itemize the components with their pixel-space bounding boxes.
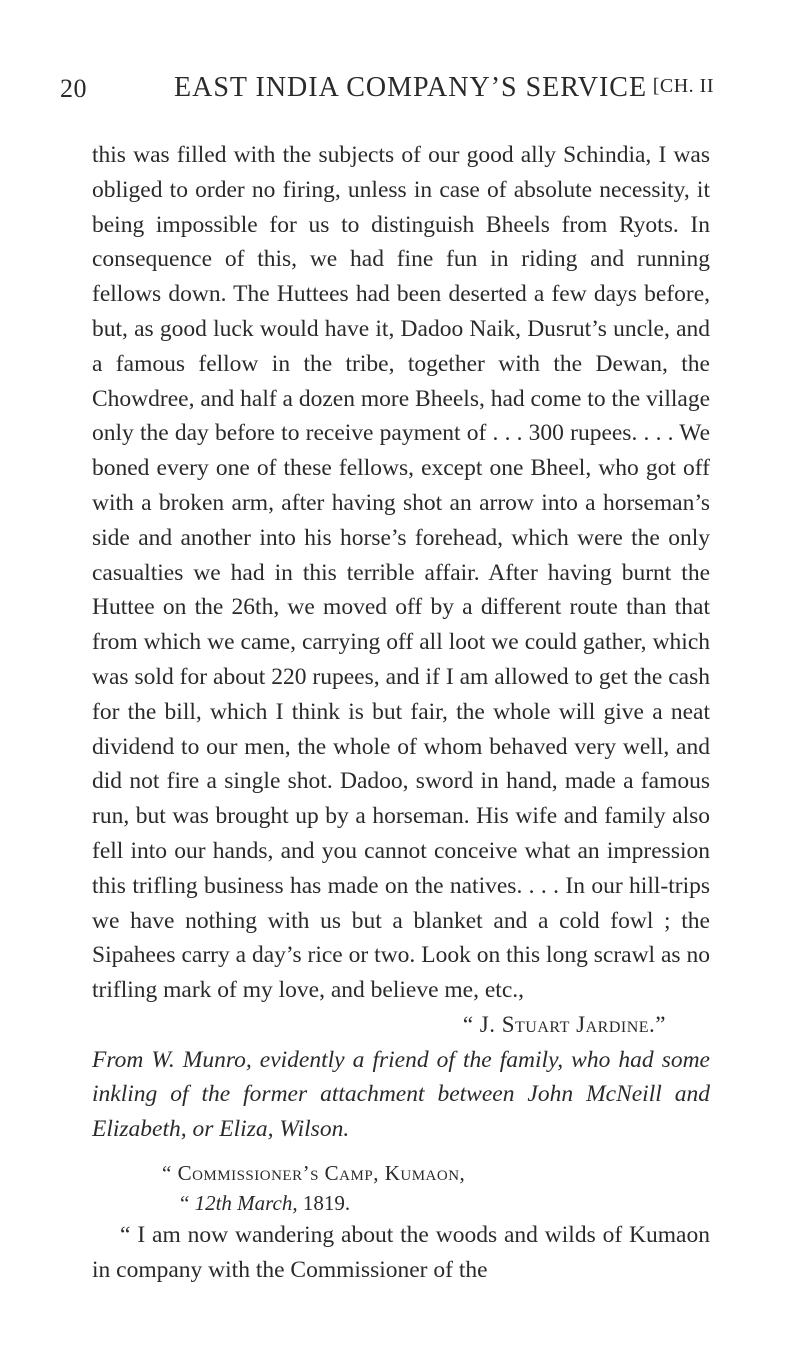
page-number: 20 (60, 74, 87, 103)
date-prefix: “ (180, 1191, 195, 1216)
date-day: 12th (194, 1191, 232, 1216)
letter-introduction: From W. Munro, evidently a friend of the family, who had some inkling of the former attachment between John McNeill and Elizabeth, or Eliza, Wilson. (92, 1046, 710, 1142)
body-text (92, 138, 710, 1288)
address-line: “ Commissioner’s Camp, Kumaon, (162, 1161, 466, 1186)
date-month: March, (231, 1191, 298, 1216)
letter-signature: “ J. Stuart Jardine.” (462, 1011, 666, 1037)
address-date (162, 1188, 710, 1218)
running-head (60, 60, 714, 104)
book-page (60, 60, 714, 1288)
chapter-label: [CH. II (652, 75, 714, 97)
next-letter-paragraph: “ I am now wandering about the woods and wilds of Kumaon in company with the Commissioner of the (92, 1222, 710, 1284)
letter-address (92, 1158, 710, 1218)
date-year: 1819. (297, 1191, 351, 1216)
letter-paragraph: this was filled with the subjects of our good ally Schindia, I was obliged to order no firing, unless in case of absolute necessity, it being impossible for us to distinguish Bheels from Ryots. In consequence of this, we had fine fun in riding and running fellows down. The Huttees had been deserted a few days before, but, as good luck would have it, Dadoo Naik, Dusrut’s uncle, and a famous fellow in the tribe, together with the Dewan, the Chowdree, and half a dozen more Bheels, had come to the village only the day before to receive payment of . . . 300 rupees. . . . We boned every one of these fellows, except one Bheel, who got off with a broken arm, after having shot an arrow into a horseman’s side and another into his horse’s forehead, which were the only casualties we had in this terrible affair. After having burnt the Huttee on the 26th, we moved off by a different route than that from which we came, carrying off all loot we could gather, which was sold for about 220 rupees, and if I am allowed to get the cash for the bill, which I think is but fair, the whole will give a neat dividend to our men, the whole of whom behaved very well, and did not fire a single shot. Dadoo, sword in hand, made a famous run, but was brought up by a horseman. His wife and family also fell into our hands, and you cannot conceive what an impression this trifling business has made on the natives. . . . In our hill-trips we have nothing with us but a blanket and a cold fowl ; the Sipahees carry a day’s rice or two. Look on this long scrawl as no trifling mark of my love, and believe me, etc., (92, 142, 710, 1004)
running-title: EAST INDIA COMPANY’S SERVICE (174, 72, 648, 103)
